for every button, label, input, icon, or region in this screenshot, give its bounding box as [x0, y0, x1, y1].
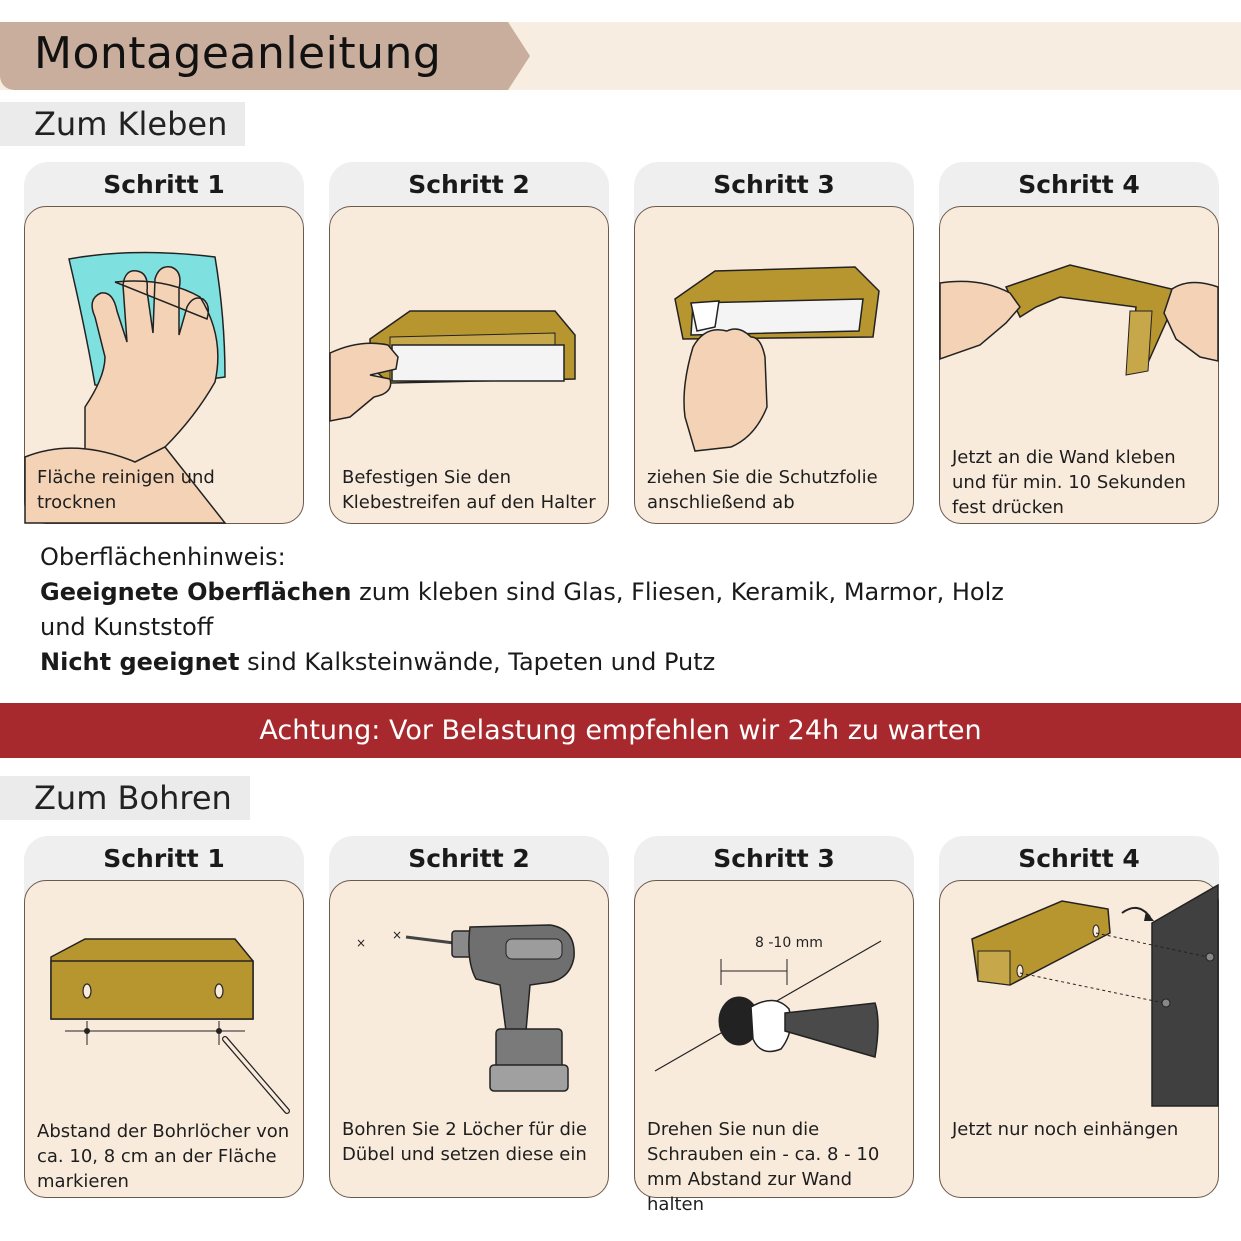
step-caption: Drehen Sie nun die Schrauben ein - ca. 8 - 10 mm Abstand zur Wand halten — [647, 1119, 880, 1215]
step-caption: Jetzt nur noch einhängen — [952, 1119, 1179, 1140]
step-caption: Befestigen Sie den Klebestreifen auf den Halter — [342, 467, 596, 513]
surface-note-heading: Oberflächenhinweis: — [40, 543, 286, 571]
step-caption: Fläche reinigen und trocknen — [37, 467, 215, 513]
step-label: Schritt 3 — [634, 836, 914, 896]
svg-text:×: × — [356, 936, 367, 950]
step-caption: Abstand der Bohrlöcher von ca. 10, 8 cm an der Fläche markieren — [37, 1121, 290, 1192]
unsuitable-bold: Nicht geeignet — [40, 648, 240, 676]
step-panel — [329, 206, 609, 524]
step-label: Schritt 4 — [939, 162, 1219, 222]
surface-note-unsuitable — [40, 645, 1040, 680]
step-label: Schritt 4 — [939, 836, 1219, 896]
step-panel — [24, 880, 304, 1198]
step-panel — [634, 206, 914, 524]
step-panel — [634, 880, 914, 1215]
step-label: Schritt 2 — [329, 836, 609, 896]
page-title: Montageanleitung — [34, 28, 442, 79]
section-bohren-label: Zum Bohren — [0, 776, 250, 820]
unsuitable-rest: sind Kalksteinwände, Tapeten und Putz — [239, 648, 716, 676]
surface-note — [40, 540, 1040, 680]
step-caption: ziehen Sie die Schutzfolie anschließend ab — [647, 467, 878, 513]
step-label: Schritt 2 — [329, 162, 609, 222]
step-panel — [329, 880, 609, 1198]
warning-banner: Achtung: Vor Belastung empfehlen wir 24h zu warten — [0, 703, 1241, 758]
step-label: Schritt 1 — [24, 836, 304, 896]
step-panel — [939, 206, 1219, 524]
suitable-bold: Geeignete Oberflächen — [40, 578, 352, 606]
surface-note-suitable — [40, 575, 1040, 645]
dimension-label: 8 -10 mm — [755, 935, 823, 951]
step-caption: Jetzt an die Wand kleben und für min. 10 Sekunden fest drücken — [952, 447, 1186, 518]
hang-on-wall-illustration — [940, 881, 1218, 1197]
step-label: Schritt 3 — [634, 162, 914, 222]
section-kleben-label: Zum Kleben — [0, 102, 245, 146]
step-panel — [24, 206, 304, 524]
step-panel — [939, 880, 1219, 1198]
step-label: Schritt 1 — [24, 162, 304, 222]
step-caption: Bohren Sie 2 Löcher für die Dübel und setzen diese ein — [342, 1119, 587, 1165]
suitable-rest: zum kleben sind Glas, Fliesen, Keramik, Marmor, Holz und Kunststoff — [40, 578, 1004, 641]
svg-text:×: × — [392, 928, 403, 942]
